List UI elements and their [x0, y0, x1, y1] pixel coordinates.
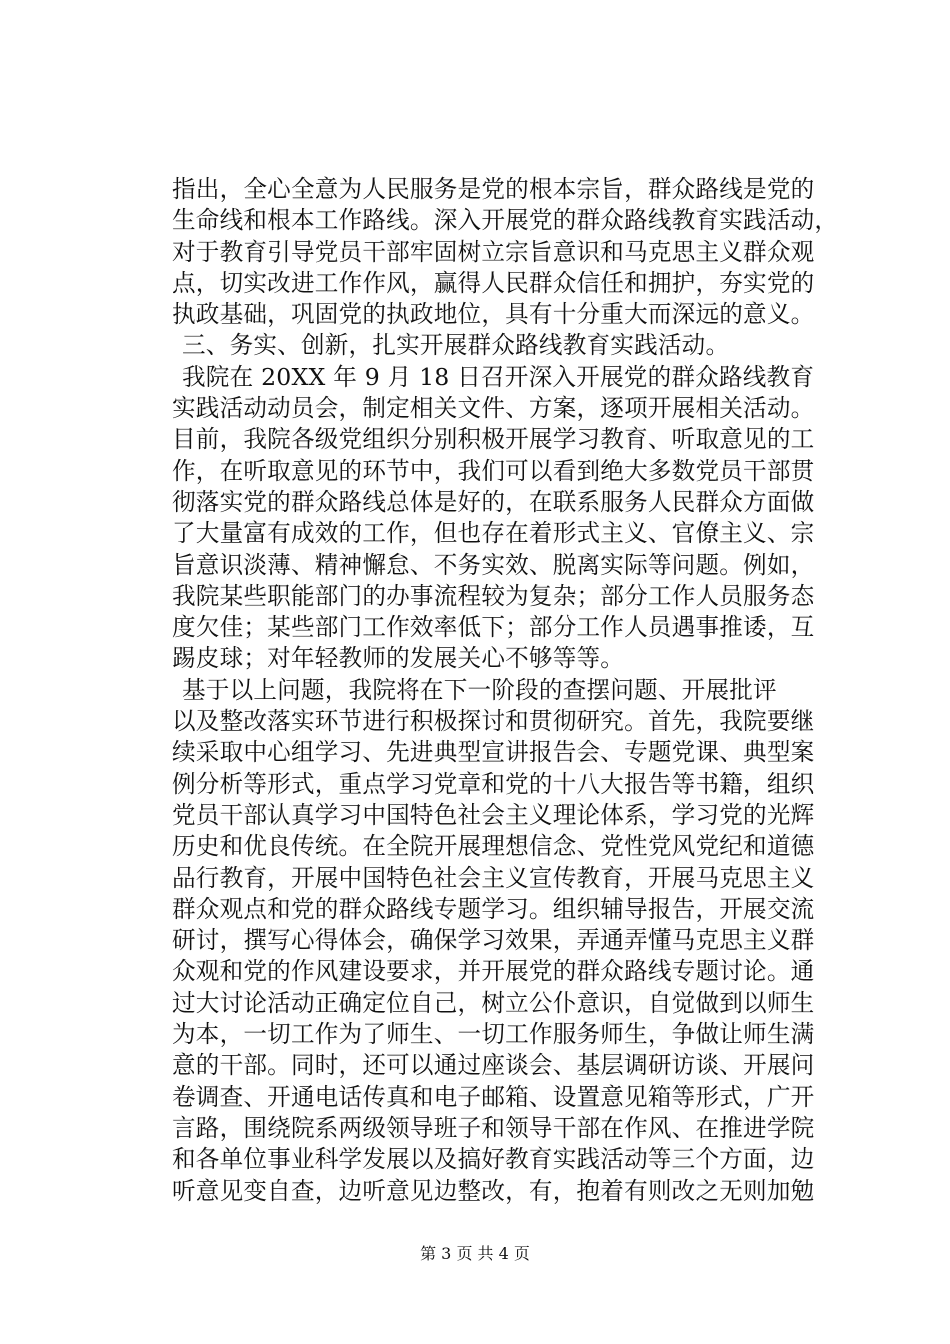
- text-line: 指出，全心全意为人民服务是党的根本宗旨，群众路线是党的: [172, 175, 815, 203]
- text-line: 和各单位事业科学发展以及搞好教育实践活动等三个方面，边: [172, 1145, 815, 1174]
- text-line: 卷调查、开通电话传真和电子邮箱、设置意见箱等形式，广开: [172, 1082, 815, 1111]
- text-line: 言路，围绕院系两级领导班子和领导干部在作风、在推进学院: [172, 1113, 815, 1142]
- text-line: 听意见变自查，边听意见边整改，有，抱着有则改之无则加勉: [172, 1176, 815, 1205]
- text-line: 了大量富有成效的工作，但也存在着形式主义、官僚主义、宗: [172, 519, 815, 548]
- text-line: 意的干部。同时，还可以通过座谈会、基层调研访谈、开展问: [172, 1051, 815, 1080]
- text-line: 历史和优良传统。在全院开展理想信念、党性党风党纪和道德: [172, 832, 815, 861]
- text-line: 目前，我院各级党组织分别积极开展学习教育、听取意见的工: [172, 425, 815, 454]
- text-line: 为本，一切工作为了师生、一切工作服务师生，争做让师生满: [172, 1020, 815, 1049]
- text-line: 研讨，撰写心得体会，确保学习效果，弄通弄懂马克思主义群: [172, 926, 815, 955]
- page-number: 第 3 页 共 4 页: [420, 1244, 530, 1263]
- text-line: 过大讨论活动正确定位自己，树立公仆意识，自觉做到以师生: [172, 988, 815, 1017]
- text-line: 例分析等形式，重点学习党章和党的十八大报告等书籍，组织: [172, 769, 815, 798]
- text-line: 生命线和根本工作路线。深入开展党的群众路线教育实践活动，: [172, 206, 839, 235]
- text-line: 众观和党的作风建设要求，并开展党的群众路线专题讨论。通: [172, 957, 815, 986]
- text-line: 党员干部认真学习中国特色社会主义理论体系，学习党的光辉: [172, 800, 815, 829]
- text-line: 踢皮球；对年轻教师的发展关心不够等等。: [172, 644, 625, 673]
- text-line: 度欠佳；某些部门工作效率低下；部分工作人员遇事推诿，互: [172, 613, 815, 642]
- text-line: 旨意识淡薄、精神懈怠、不务实效、脱离实际等问题。例如，: [172, 550, 815, 579]
- text-line: 群众观点和党的群众路线专题学习。组织辅导报告，开展交流: [172, 894, 815, 923]
- section-heading: 三、务实、创新，扎实开展群众路线教育实践活动。: [182, 331, 730, 360]
- text-line: 实践活动动员会，制定相关文件、方案，逐项开展相关活动。: [172, 394, 815, 423]
- text-line: 基于以上问题，我院将在下一阶段的查摆问题、开展批评: [182, 675, 777, 704]
- document-body: [172, 174, 839, 1207]
- text-line: 续采取中心组学习、先进典型宣讲报告会、专题党课、典型案: [172, 738, 815, 767]
- text-line: 我院在 20XX 年 9 月 18 日召开深入开展党的群众路线教育: [182, 362, 815, 391]
- text-line: 我院某些职能部门的办事流程较为复杂；部分工作人员服务态: [172, 581, 815, 610]
- text-line: 对于教育引导党员干部牢固树立宗旨意识和马克思主义群众观: [172, 237, 815, 266]
- text-line: 执政基础，巩固党的执政地位，具有十分重大而深远的意义。: [172, 300, 815, 329]
- text-line: 作，在听取意见的环节中，我们可以看到绝大多数党员干部贯: [172, 456, 815, 485]
- page-footer: [0, 1244, 950, 1264]
- text-line: 彻落实党的群众路线总体是好的，在联系服务人民群众方面做: [172, 487, 815, 516]
- text-line: 点，切实改进工作作风，赢得人民群众信任和拥护，夯实党的: [172, 268, 815, 297]
- text-line: 品行教育，开展中国特色社会主义宣传教育，开展马克思主义: [172, 863, 815, 892]
- text-line: 以及整改落实环节进行积极探讨和贯彻研究。首先，我院要继: [172, 707, 815, 736]
